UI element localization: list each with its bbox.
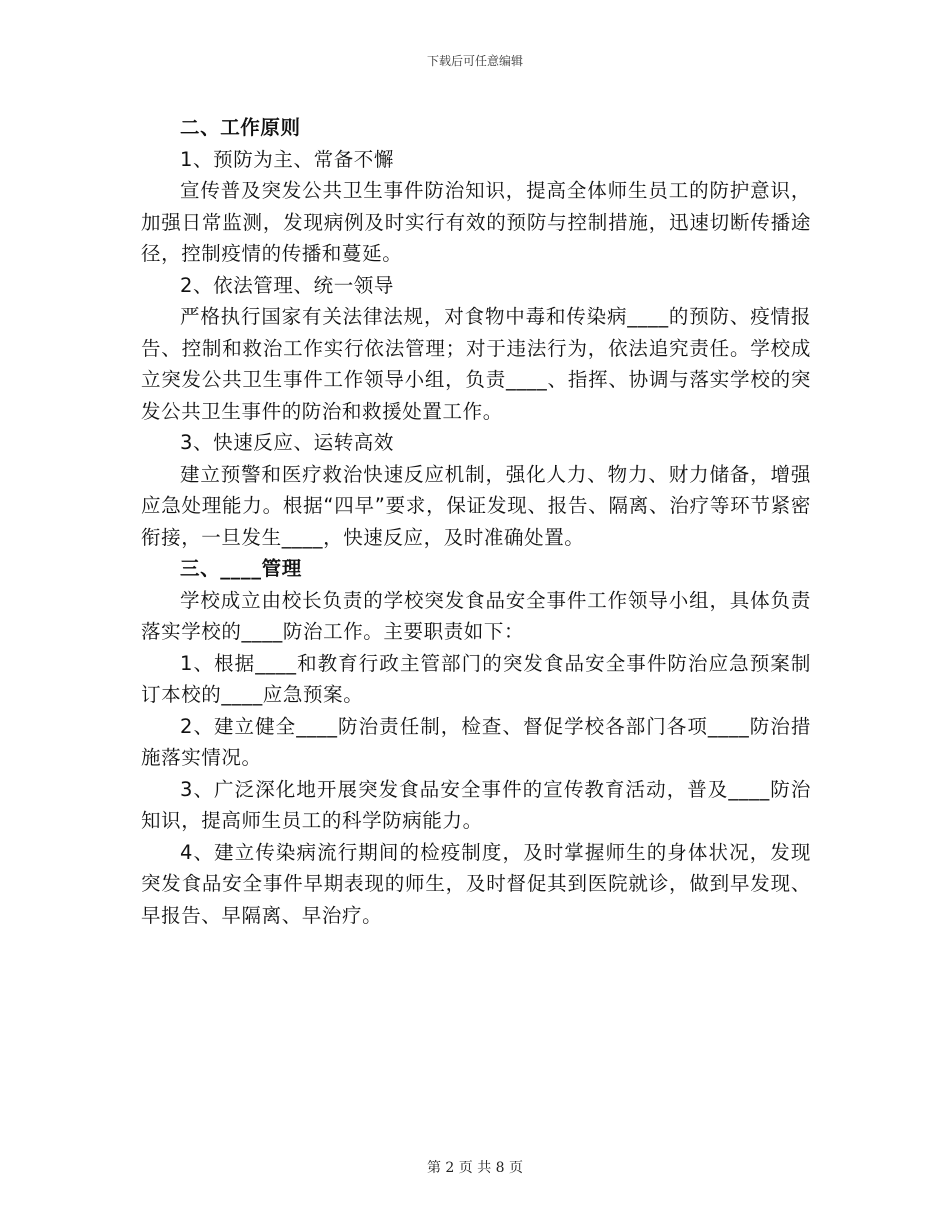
principle-1-title: 1、预防为主、常备不懈	[180, 147, 395, 171]
document-body	[141, 112, 811, 931]
page-header-note: 下载后可任意编辑	[426, 54, 523, 68]
section-heading-principles: 二、工作原则	[180, 116, 301, 139]
principle-2-title: 2、依法管理、统一领导	[180, 273, 395, 297]
principle-1-text: 宣传普及突发公共卫生事件防治知识，提高全体师生员工的防护意识，加强日常监测，发现病例及时实行有效的预防与控制措施，迅速切断传播途径，控制疫情的传播和蔓延。	[141, 179, 811, 265]
section-heading-management: 三、____管理	[180, 557, 302, 580]
management-intro: 学校成立由校长负责的学校突发食品安全事件工作领导小组，具体负责落实学校的____防治工作。主要职责如下：	[141, 588, 811, 643]
principle-3-title: 3、快速反应、运转高效	[180, 431, 395, 454]
principle-3-text: 建立预警和医疗救治快速反应机制，强化人力、物力、财力储备，增强应急处理能力。根据“四早”要求，保证发现、报告、隔离、治疗等环节紧密衔接，一旦发生____，快速反应，及时准确处置。	[141, 462, 811, 549]
duty-item-4: 4、建立传染病流行期间的检疫制度，及时掌握师生的身体状况，发现突发食品安全事件早期表现的师生，及时督促其到医院就诊，做到早发现、早报告、早隔离、早治疗。	[141, 840, 811, 927]
duty-item-2: 2、建立健全____防治责任制，检查、督促学校各部门各项____防治措施落实情况。	[141, 714, 811, 769]
page-number: 第 2 页 共 8 页	[426, 1160, 524, 1176]
principle-2-text: 严格执行国家有关法律法规，对食物中毒和传染病____的预防、疫情报告、控制和救治工作实行依法管理；对于违法行为，依法追究责任。学校成立突发公共卫生事件工作领导小组，负责____、指挥、协调与落实学校的突发公共卫生事件的防治和救援处置工作。	[141, 305, 811, 423]
duty-item-1: 1、根据____和教育行政主管部门的突发食品安全事件防治应急预案制订本校的____应急预案。	[141, 651, 811, 706]
duty-item-3: 3、广泛深化地开展突发食品安全事件的宣传教育活动，普及____防治知识，提高师生员工的科学防病能力。	[141, 777, 811, 832]
